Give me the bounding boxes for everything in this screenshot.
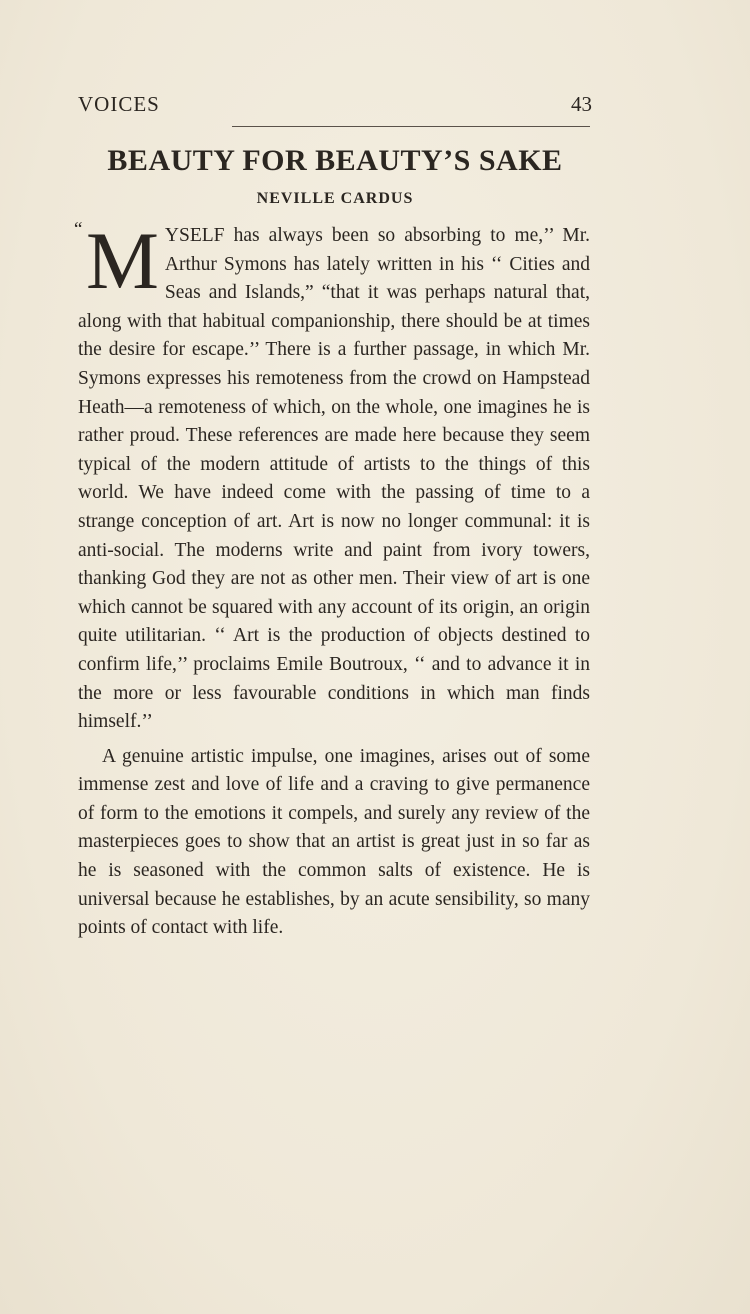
article-author: NEVILLE CARDUS — [256, 190, 414, 207]
paragraph: A genuine artistic impulse, one imagines, arises out of some immense zest and love of life and a craving to give permanence of form to the emotions it compels, and surely any review of the masterpieces goes to show that an artist is great just in so far as he is seasoned with the common salts of existence. He is universal because he establishes, by an acute sensibility, so many points of contact with life. — [78, 745, 590, 939]
paragraph — [74, 215, 590, 737]
running-title: VOICES — [78, 92, 160, 116]
opening-quote-mark: “ — [74, 219, 83, 240]
paragraph-text: YSELF has always been so absorbing to me,’’ Mr. Arthur Symons has lately written in his ‘‘ Cities and Seas and Islands,” “that it was perhaps natural that, along with that habitual companionship, there should be at times the desire for escape.’’ There is a further passage, in which Mr. Symons expresses his remoteness from the crowd on Hampstead Heath—a remoteness of which, on the whole, one imagines he is rather proud. These references are made here because they seem typical of the modern attitude of artists to the things of this world. We have indeed come with the passing of time to a strange conception of art. Art is now no longer communal: it is anti-social. The moderns write and paint from ivory towers, thanking God they are not as other men. Their view of art is one which cannot be squared with any account of its origin, an origin quite utilitarian. ‘‘ Art is the production of objects destined to confirm life,’’ proclaims Emile Boutroux, ‘‘ and to advance it in the more or less favourable conditions in which man finds himself.’’ — [78, 225, 590, 733]
drop-cap: M — [86, 215, 157, 306]
header-rule — [232, 126, 590, 127]
page-number: 43 — [571, 92, 592, 116]
article-body — [74, 215, 590, 943]
article-title: BEAUTY FOR BEAUTY’S SAKE — [107, 144, 563, 177]
running-head — [78, 92, 592, 124]
